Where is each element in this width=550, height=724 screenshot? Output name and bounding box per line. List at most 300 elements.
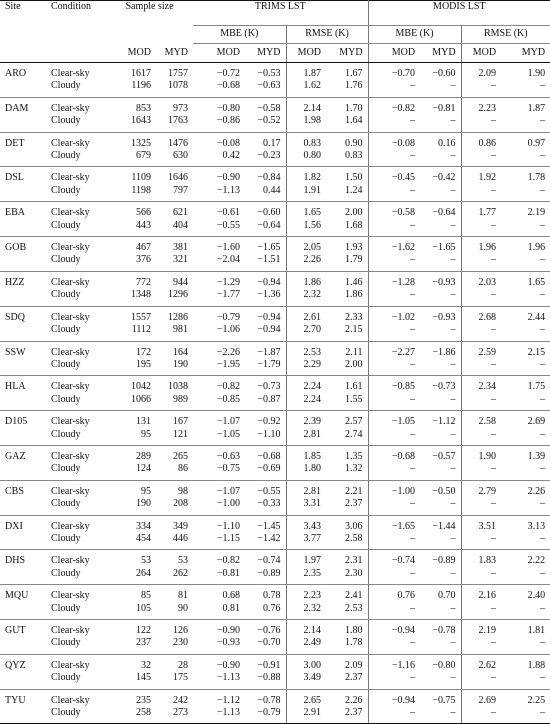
value-cell: −1.65 — [245, 237, 286, 255]
value-cell: 1617 — [131, 68, 151, 79]
value-cell: −0.68 — [193, 80, 245, 97]
condition-cell: Clear-sky — [51, 276, 90, 288]
table-row — [0, 654, 550, 672]
value-cell: – — [501, 359, 550, 376]
value-cell: 2.74 — [326, 429, 368, 446]
value-cell: −1.05 — [193, 429, 245, 446]
value-cell: – — [368, 185, 420, 202]
value-cell: −0.55 — [245, 480, 286, 498]
value-cell: 0.80 — [286, 150, 326, 167]
value-cell: −0.81 — [420, 97, 461, 115]
value-cell: −0.90 — [216, 172, 241, 184]
value-cell: −0.53 — [245, 63, 286, 81]
value-cell: – — [461, 568, 501, 585]
header-trims-mbe-myd: MYD — [245, 44, 286, 63]
value-cell: 1646 — [168, 172, 189, 184]
value-cell: 230 — [156, 637, 193, 654]
value-cell: 3.06 — [326, 515, 368, 533]
value-cell: – — [368, 80, 420, 97]
value-cell: 265 — [173, 450, 189, 462]
value-cell: −0.85 — [391, 381, 416, 393]
table-row — [0, 411, 550, 429]
value-cell: 2.49 — [286, 637, 326, 654]
value-cell: – — [501, 603, 550, 620]
value-cell: −0.08 — [216, 137, 241, 149]
value-cell: 0.70 — [420, 585, 461, 603]
value-cell: – — [461, 254, 501, 271]
header-modis-mbe-myd: MYD — [420, 44, 461, 63]
value-cell: – — [501, 707, 550, 724]
value-cell: – — [501, 150, 550, 167]
condition-cell: Cloudy — [46, 324, 106, 341]
site-cell — [0, 498, 46, 515]
value-cell: 2.57 — [326, 411, 368, 429]
value-cell: −0.52 — [245, 115, 286, 132]
value-cell: 2.69 — [478, 694, 497, 706]
value-cell: −1.65 — [420, 237, 461, 255]
condition-cell: Clear-sky — [51, 346, 90, 358]
value-cell: −0.93 — [193, 637, 245, 654]
condition-cell: Cloudy — [46, 115, 106, 132]
value-cell: 1.32 — [326, 463, 368, 480]
value-cell: −0.82 — [216, 381, 241, 393]
value-cell: 1.81 — [527, 625, 546, 636]
site-cell: DET — [5, 137, 25, 149]
condition-cell: Cloudy — [46, 254, 106, 271]
value-cell: 349 — [173, 520, 189, 532]
table-row — [0, 533, 550, 550]
value-cell: 1.83 — [478, 555, 497, 567]
value-cell: 1.82 — [303, 172, 322, 184]
value-cell: −1.95 — [193, 359, 245, 376]
value-cell: 0.78 — [245, 585, 286, 603]
value-cell: 2.68 — [478, 311, 497, 323]
site-cell: MQU — [5, 590, 29, 602]
value-cell: 2.33 — [326, 306, 368, 324]
value-cell: −1.86 — [420, 341, 461, 359]
table-row — [0, 550, 550, 568]
value-cell: 1109 — [131, 172, 151, 184]
value-cell: – — [420, 463, 461, 480]
value-cell: – — [461, 463, 501, 480]
condition-cell: Cloudy — [46, 220, 106, 237]
value-cell: −1.10 — [245, 429, 286, 446]
value-cell: 1.56 — [286, 220, 326, 237]
value-cell: – — [420, 603, 461, 620]
condition-cell: Cloudy — [46, 707, 106, 724]
value-cell: 175 — [156, 672, 193, 689]
value-cell: 32 — [141, 659, 151, 671]
value-cell: – — [420, 533, 461, 550]
value-cell: 3.51 — [478, 520, 497, 532]
value-cell: 1757 — [168, 68, 189, 79]
value-cell: 1286 — [168, 311, 189, 323]
value-cell: −0.72 — [216, 68, 241, 79]
value-cell: 2.09 — [326, 654, 368, 672]
value-cell: −1.42 — [245, 533, 286, 550]
value-cell: 0.83 — [326, 150, 368, 167]
header-modis-lst: MODIS LST — [368, 1, 550, 26]
value-cell: −1.15 — [193, 533, 245, 550]
table-row — [0, 115, 550, 132]
value-cell: −0.73 — [245, 376, 286, 394]
value-cell: 2.58 — [478, 416, 497, 428]
header-modis-rmse-myd: MYD — [501, 44, 550, 63]
value-cell: −0.80 — [216, 102, 241, 114]
value-cell: – — [368, 254, 420, 271]
value-cell: 2.03 — [478, 276, 497, 288]
value-cell: 1.78 — [527, 172, 546, 184]
header-condition: Condition — [46, 1, 106, 26]
value-cell: 2.37 — [326, 498, 368, 515]
value-cell: −0.76 — [245, 620, 286, 638]
value-cell: −0.68 — [245, 445, 286, 463]
header-trims-lst: TRIMS LST — [193, 1, 368, 26]
value-cell: 630 — [156, 150, 193, 167]
value-cell: – — [420, 707, 461, 724]
condition-cell: Cloudy — [46, 568, 106, 585]
value-cell: 381 — [173, 242, 189, 254]
value-cell: 1.80 — [326, 620, 368, 638]
value-cell: – — [420, 185, 461, 202]
value-cell: 3.31 — [286, 498, 326, 515]
condition-cell: Cloudy — [46, 429, 106, 446]
value-cell: −0.78 — [420, 620, 461, 638]
value-cell: – — [368, 324, 420, 341]
value-cell: −0.94 — [391, 694, 416, 706]
value-cell: – — [461, 289, 501, 306]
value-cell: −0.60 — [420, 63, 461, 81]
value-cell: – — [461, 185, 501, 202]
value-cell: – — [501, 115, 550, 132]
value-cell: 264 — [106, 568, 156, 585]
header-modis-rmse: RMSE (K) — [461, 26, 550, 44]
value-cell: 258 — [106, 707, 156, 724]
value-cell: – — [368, 289, 420, 306]
value-cell: – — [461, 429, 501, 446]
value-cell: −1.07 — [216, 485, 241, 497]
header-modis-rmse-mod: MOD — [461, 44, 501, 63]
site-cell — [0, 220, 46, 237]
value-cell: – — [368, 498, 420, 515]
value-cell: 0.17 — [245, 132, 286, 150]
value-cell: −0.58 — [391, 207, 416, 219]
site-cell: ARO — [5, 68, 27, 79]
value-cell: 1.92 — [478, 172, 497, 184]
value-cell: 2.15 — [326, 324, 368, 341]
table-row — [0, 80, 550, 97]
condition-cell: Cloudy — [46, 185, 106, 202]
header-trims-rmse-myd: MYD — [326, 44, 368, 63]
value-cell: 131 — [136, 416, 151, 428]
table-row — [0, 63, 550, 81]
condition-cell: Cloudy — [46, 463, 106, 480]
value-cell: 95 — [106, 429, 156, 446]
condition-cell: Clear-sky — [51, 242, 90, 254]
value-cell: −0.87 — [245, 394, 286, 411]
condition-cell: Clear-sky — [51, 659, 90, 671]
value-cell: – — [461, 603, 501, 620]
value-cell: −1.36 — [245, 289, 286, 306]
value-cell: 126 — [173, 625, 189, 636]
site-cell: HLA — [5, 381, 26, 393]
value-cell: −1.51 — [245, 254, 286, 271]
value-cell: 3.00 — [303, 659, 322, 671]
value-cell: 2.34 — [478, 381, 497, 393]
value-cell: – — [420, 254, 461, 271]
value-cell: 1066 — [106, 394, 156, 411]
site-cell: GAZ — [5, 450, 26, 462]
value-cell: −0.64 — [420, 202, 461, 220]
value-cell: 208 — [156, 498, 193, 515]
value-cell: – — [420, 672, 461, 689]
condition-cell: Clear-sky — [51, 68, 90, 79]
value-cell: 2.00 — [326, 202, 368, 220]
site-cell — [0, 707, 46, 724]
value-cell: 2.26 — [326, 689, 368, 707]
value-cell: 2.26 — [286, 254, 326, 271]
table-row — [0, 637, 550, 654]
table-row — [0, 429, 550, 446]
value-cell: 28 — [178, 659, 189, 671]
value-cell: 273 — [156, 707, 193, 724]
value-cell: 2.62 — [478, 659, 497, 671]
value-cell: −0.84 — [245, 167, 286, 185]
value-cell: 262 — [156, 568, 193, 585]
condition-cell: Clear-sky — [51, 590, 90, 602]
table-row — [0, 620, 550, 638]
value-cell: 85 — [141, 590, 151, 602]
value-cell: 0.68 — [222, 590, 241, 602]
value-cell: −0.81 — [193, 568, 245, 585]
value-cell: – — [420, 429, 461, 446]
value-cell: – — [501, 637, 550, 654]
site-cell: CBS — [5, 485, 24, 497]
value-cell: 2.16 — [478, 590, 497, 602]
condition-cell: Clear-sky — [51, 520, 90, 532]
site-cell — [0, 289, 46, 306]
site-cell: HZZ — [5, 276, 25, 288]
value-cell: 2.69 — [527, 416, 546, 428]
value-cell: – — [368, 150, 420, 167]
value-cell: – — [461, 220, 501, 237]
value-cell: – — [368, 394, 420, 411]
value-cell: 1078 — [156, 80, 193, 97]
value-cell: −0.80 — [420, 654, 461, 672]
value-cell: 2.61 — [303, 311, 322, 323]
value-cell: 2.14 — [303, 625, 322, 636]
value-cell: −1.87 — [245, 341, 286, 359]
value-cell: 1.87 — [303, 68, 322, 79]
value-cell: 0.44 — [245, 185, 286, 202]
value-cell: 1.93 — [326, 237, 368, 255]
header-site: Site — [0, 1, 46, 26]
value-cell: −1.77 — [193, 289, 245, 306]
value-cell: 2.11 — [326, 341, 368, 359]
value-cell: – — [420, 220, 461, 237]
value-cell: −1.65 — [391, 520, 416, 532]
value-cell: 944 — [173, 276, 189, 288]
value-cell: −0.45 — [391, 172, 416, 184]
value-cell: 1.61 — [326, 376, 368, 394]
value-cell: −1.13 — [193, 707, 245, 724]
value-cell: −0.93 — [420, 271, 461, 289]
value-cell: 1.85 — [303, 450, 322, 462]
value-cell: −0.74 — [391, 555, 416, 567]
condition-cell: Clear-sky — [51, 172, 90, 184]
value-cell: 1.86 — [326, 289, 368, 306]
value-cell: – — [461, 150, 501, 167]
value-cell: 1.67 — [326, 63, 368, 81]
value-cell: 1.50 — [326, 167, 368, 185]
value-cell: 1.35 — [326, 445, 368, 463]
value-cell: 621 — [173, 207, 189, 219]
table-row — [0, 202, 550, 220]
value-cell: 167 — [173, 416, 189, 428]
condition-cell: Cloudy — [46, 637, 106, 654]
value-cell: −0.33 — [245, 498, 286, 515]
site-cell: DHS — [5, 555, 26, 567]
value-cell: −0.70 — [245, 637, 286, 654]
value-cell: 2.37 — [326, 672, 368, 689]
site-cell — [0, 568, 46, 585]
value-cell: −0.82 — [391, 102, 416, 114]
site-cell — [0, 533, 46, 550]
value-cell: 2.35 — [286, 568, 326, 585]
value-cell: 2.81 — [303, 485, 322, 497]
value-cell: 53 — [178, 555, 189, 567]
value-cell: −0.69 — [245, 463, 286, 480]
value-cell: 679 — [106, 150, 156, 167]
value-cell: −0.89 — [245, 568, 286, 585]
value-cell: −0.94 — [245, 271, 286, 289]
value-cell: – — [461, 80, 501, 97]
value-cell: −2.26 — [216, 346, 241, 358]
value-cell: 2.19 — [478, 625, 497, 636]
value-cell: – — [501, 498, 550, 515]
value-cell: −1.13 — [193, 185, 245, 202]
table-row — [0, 306, 550, 324]
table-row — [0, 185, 550, 202]
site-cell — [0, 115, 46, 132]
condition-cell: Cloudy — [46, 150, 106, 167]
value-cell: 2.32 — [286, 289, 326, 306]
value-cell: 1.68 — [326, 220, 368, 237]
value-cell: 1.76 — [326, 80, 368, 97]
condition-cell: Clear-sky — [51, 555, 90, 567]
value-cell: 989 — [156, 394, 193, 411]
value-cell: – — [501, 672, 550, 689]
condition-cell: Cloudy — [46, 672, 106, 689]
value-cell: 1.90 — [478, 450, 497, 462]
value-cell: −0.94 — [245, 324, 286, 341]
value-cell: 1.86 — [303, 276, 322, 288]
value-cell: 1112 — [106, 324, 156, 341]
header-modis-mbe-mod: MOD — [368, 44, 420, 63]
value-cell: – — [368, 707, 420, 724]
value-cell: −1.60 — [216, 242, 241, 254]
value-cell: 1.65 — [527, 276, 546, 288]
value-cell: −1.79 — [245, 359, 286, 376]
value-cell: 2.59 — [478, 346, 497, 358]
value-cell: – — [501, 463, 550, 480]
value-cell: 1557 — [131, 311, 151, 323]
value-cell: −0.94 — [391, 625, 416, 636]
value-cell: 0.16 — [420, 132, 461, 150]
value-cell: 2.37 — [326, 707, 368, 724]
value-cell: – — [420, 80, 461, 97]
value-cell: −0.70 — [391, 68, 416, 79]
value-cell: −0.74 — [245, 550, 286, 568]
value-cell: – — [368, 603, 420, 620]
value-cell: 1.91 — [286, 185, 326, 202]
value-cell: – — [368, 637, 420, 654]
table-row — [0, 359, 550, 376]
value-cell: 190 — [106, 498, 156, 515]
value-cell: 973 — [173, 102, 189, 114]
value-cell: 1.98 — [286, 115, 326, 132]
value-cell: −2.27 — [391, 346, 416, 358]
value-cell: 172 — [136, 346, 151, 358]
value-cell: 121 — [156, 429, 193, 446]
value-cell: 124 — [106, 463, 156, 480]
value-cell: −0.85 — [193, 394, 245, 411]
value-cell: 467 — [136, 242, 151, 254]
value-cell: 190 — [156, 359, 193, 376]
header-trims-rmse-mod: MOD — [286, 44, 326, 63]
condition-cell: Cloudy — [46, 603, 106, 620]
value-cell: 2.29 — [286, 359, 326, 376]
site-cell: D105 — [5, 416, 28, 428]
value-cell: 2.25 — [527, 694, 546, 706]
value-cell: 1.88 — [527, 659, 546, 671]
table-row — [0, 445, 550, 463]
value-cell: 2.05 — [303, 242, 322, 254]
value-cell: −0.90 — [216, 625, 241, 636]
value-cell: 1.96 — [527, 242, 546, 254]
value-cell: 0.76 — [245, 603, 286, 620]
value-cell: 2.15 — [527, 346, 546, 358]
value-cell: −1.00 — [391, 485, 416, 497]
value-cell: 1.39 — [527, 450, 546, 462]
condition-cell: Cloudy — [46, 394, 106, 411]
header-sample-mod: MOD — [106, 44, 156, 63]
condition-cell: Cloudy — [46, 359, 106, 376]
value-cell: −1.44 — [420, 515, 461, 533]
value-cell: – — [501, 254, 550, 271]
value-cell: – — [501, 289, 550, 306]
value-cell: – — [420, 289, 461, 306]
value-cell: – — [368, 672, 420, 689]
value-cell: 334 — [136, 520, 151, 532]
value-cell: −1.07 — [216, 416, 241, 428]
site-cell: GUT — [5, 625, 26, 636]
table-row — [0, 220, 550, 237]
value-cell: – — [420, 394, 461, 411]
table-row — [0, 376, 550, 394]
value-cell: −1.45 — [245, 515, 286, 533]
value-cell: 1.77 — [478, 207, 497, 219]
value-cell: −0.78 — [245, 689, 286, 707]
value-cell: 1.96 — [478, 242, 497, 254]
value-cell: – — [368, 220, 420, 237]
value-cell: −0.57 — [420, 445, 461, 463]
value-cell: 235 — [136, 694, 151, 706]
value-cell: 0.76 — [397, 590, 416, 602]
value-cell: 1196 — [106, 80, 156, 97]
value-cell: −0.88 — [245, 672, 286, 689]
table-row — [0, 167, 550, 185]
